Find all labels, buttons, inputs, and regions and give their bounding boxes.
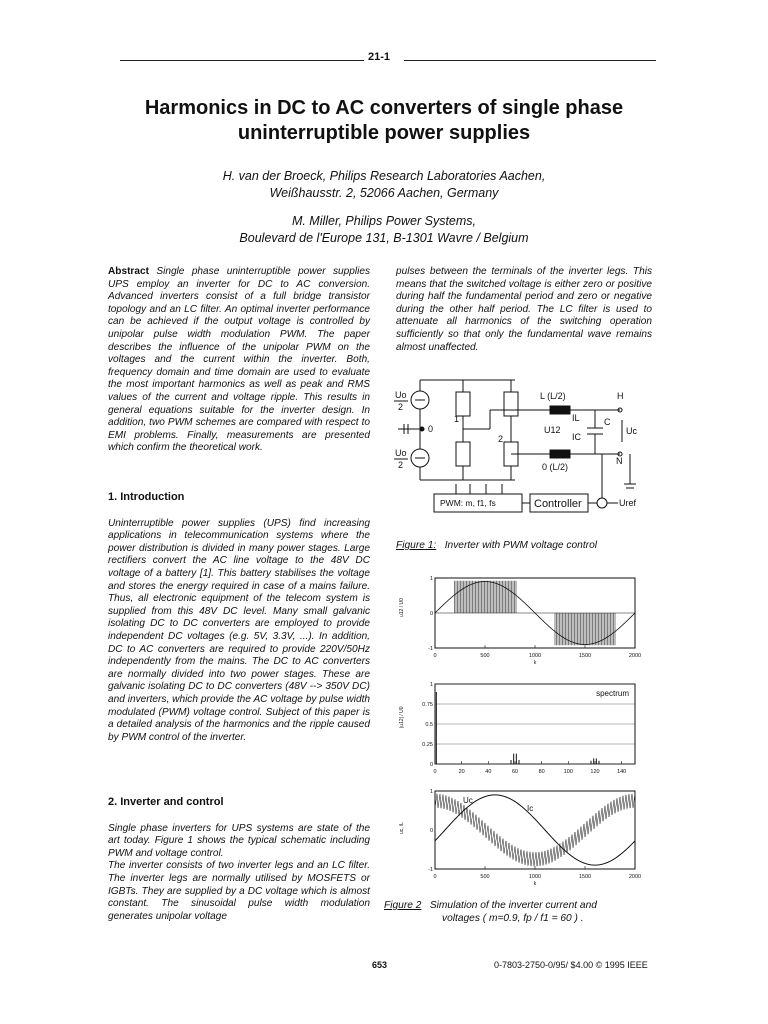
figure-2-caption	[384, 899, 660, 925]
y-axis-label: u12 / U0	[399, 598, 405, 617]
label-leg-1: 1	[454, 414, 460, 424]
figure-2-label: Figure 2	[384, 900, 422, 911]
label-ic: IC	[572, 432, 581, 442]
x-tick-label: 500	[480, 874, 490, 880]
author-2-name: M. Miller, Philips Power Systems,	[291, 214, 477, 228]
abstract-text: Single phase uninterruptible power supplies UPS employ an inverter for DC to AC conversion. Advanced inverters consist of a full bridge transistor topology and an LC filter. An optimal inverter performance can be achieved if the output voltage is controlled by unipolar pulse width modulation PWM. The paper describes the influence of the unipolar PWM on the voltages and the current within the inverter. Both, frequency domain and time domain are used to evaluate the most important harmonics as well as peak and RMS values of the current and voltage ripple. This results in general equations suitable for the inverter design. In addition, two PWM schemes are compared with respect to EMI problems. Finally, measurements are presented which confirm the theoretical work.	[108, 266, 370, 454]
x-tick-label: 80	[538, 769, 545, 775]
y-tick-label: 0	[429, 828, 433, 834]
x-tick-label: 1500	[578, 874, 592, 880]
x-tick-label: 0	[433, 769, 437, 775]
label-leg-2: 2	[498, 434, 504, 444]
uc-series-line	[435, 795, 635, 865]
x-tick-label: 2000	[628, 653, 642, 659]
y-tick-label: 1	[429, 682, 433, 688]
inductor-bottom	[550, 450, 570, 458]
x-tick-label: 60	[511, 769, 519, 775]
author-1-name: H. van der Broeck, Philips Research Laboratories Aachen,	[222, 169, 546, 183]
header-rule-right	[404, 60, 656, 61]
x-tick-label: 0	[433, 874, 437, 880]
x-tick-label: 20	[458, 769, 465, 775]
y-tick-label: 1	[429, 789, 433, 795]
label-two-a: 2	[398, 402, 404, 412]
label-two-b: 2	[398, 460, 404, 470]
author-2-address: Boulevard de l'Europe 131, B-1301 Wavre / Belgium	[239, 231, 529, 245]
label-controller: Controller	[534, 498, 582, 510]
x-tick-label: 2000	[628, 874, 642, 880]
x-tick-label: 100	[563, 769, 573, 775]
x-tick-label: 0	[433, 653, 437, 659]
label-il: IL	[572, 413, 580, 423]
figure-1-caption	[396, 539, 597, 552]
title-line-2: uninterruptible power supplies	[237, 122, 531, 144]
ic-series-label: Ic	[527, 804, 534, 813]
label-pwm: PWM: m, f1, fs	[440, 498, 496, 508]
label-uref: Uref	[619, 498, 637, 508]
label-uo-top: Uo	[395, 390, 407, 400]
x-tick-label: 1000	[528, 653, 542, 659]
label-c: C	[604, 417, 611, 427]
page-number: 653	[372, 960, 388, 970]
y-tick-label: 0.5	[425, 722, 433, 728]
x-tick-label: 500	[480, 653, 490, 659]
title-line-1: Harmonics in DC to AC converters of single phase	[144, 97, 624, 119]
x-tick-label: 40	[485, 769, 492, 775]
figure-2-caption-line-2: voltages ( m=0.9, fp / f1 = 60 ) .	[442, 913, 584, 924]
y-tick-label: -1	[428, 867, 433, 873]
inverter-section	[108, 796, 370, 923]
right-column-paragraph: pulses between the terminals of the inverter legs. This means that the switched voltage is either zero or positive during half the fundamental period and zero or negative during the other half period. The LC filter is used to attenuate all harmonics of the switching operation sufficiently so that only the fundamental wave remains almost unaffected.	[396, 266, 652, 353]
y-tick-label: 0.75	[422, 702, 433, 708]
inverter-text-2: The inverter consists of two inverter legs and an LC filter. The inverter legs are normally utilised by MOSFETS or IGBTs. They are supplied by a DC voltage which is almost constant. The sinusoidal pulse width modulation generates unipolar voltage	[108, 860, 370, 922]
label-zero: 0	[428, 424, 434, 434]
inductor-top	[550, 406, 570, 414]
chart-spectrum	[395, 680, 645, 780]
x-axis-label: k	[533, 881, 537, 885]
y-tick-label: 0	[429, 611, 433, 617]
y-axis-label: uc, iL	[399, 822, 405, 834]
paper-title	[60, 96, 708, 146]
figure-2-caption-line-1: Simulation of the inverter current and	[429, 900, 597, 911]
author-block-1	[60, 168, 708, 202]
chart-pwm-voltage	[395, 572, 645, 672]
x-tick-label: 1000	[528, 874, 542, 880]
y-tick-label: 0	[429, 762, 433, 768]
inverter-heading: 2. Inverter and control	[108, 796, 224, 808]
header-rule-left	[120, 60, 364, 61]
abstract-label: Abstract	[108, 266, 149, 277]
right-column-text	[396, 266, 652, 354]
label-h: H	[617, 391, 624, 401]
uc-series-label: Uc	[463, 796, 473, 805]
label-uo-bottom: Uo	[395, 448, 407, 458]
label-inductor-top: L (L/2)	[540, 391, 566, 401]
switch-leg1-bottom	[456, 442, 470, 466]
introduction-heading: 1. Introduction	[108, 491, 185, 503]
inverter-text-1: Single phase inverters for UPS systems are state of the art today. Figure 1 shows the typical schematic including PWM and voltage control.	[108, 822, 370, 859]
copyright-line: 0-7803-2750-0/95/ $4.00 © 1995 IEEE	[494, 960, 648, 970]
author-1-address: Weißhausstr. 2, 52066 Aachen, Germany	[269, 186, 499, 200]
introduction-text: Uninterruptible power supplies (UPS) find increasing applications in telecommunication systems where the power distribution is divided in many power stages. Large rectifiers convert the AC line voltage to the 48V DC voltage of a battery [1]. This battery stabilises the voltage and stores the energy required in case of a mains failure. Thus, all electronic equipment of the telecom system is supplied from this 48V DC level. Many small galvanic isolating DC to DC converters are employed to provide independent DC voltages (e.g. 5V, 3.3V, ...). In addition, DC to AC converters are required to provide 220V/50Hz independently from the mains. The DC to AC converters are normally divided into two power stages. These are galvanic isolating DC to DC converters (48V --> 350V DC) and inverters, which provide the AC voltage by pulse width modulated (PWM) voltage control. Subject of this paper is a detailed analysis of the harmonics and the ripple caused by PWM control of the inverter.	[108, 517, 370, 743]
y-axis-label: |u12| / U0	[399, 706, 405, 728]
abstract	[108, 266, 370, 455]
label-uc: Uc	[626, 426, 637, 436]
x-tick-label: 1500	[578, 653, 592, 659]
switch-leg1-top	[456, 392, 470, 416]
y-tick-label: 0.25	[422, 742, 433, 748]
x-tick-label: 140	[617, 769, 627, 775]
spectrum-title: spectrum	[596, 689, 629, 698]
page-code: 21-1	[368, 51, 391, 63]
y-tick-label: -1	[428, 646, 433, 652]
figure-1-schematic	[390, 372, 660, 520]
chart-current-voltage	[395, 785, 645, 885]
y-tick-label: 1	[429, 576, 433, 582]
x-axis-label: k	[533, 660, 537, 666]
label-inductor-bottom: 0 (L/2)	[542, 462, 569, 472]
introduction-section	[108, 491, 370, 744]
label-n: N	[616, 456, 623, 466]
x-tick-label: 120	[590, 769, 600, 775]
switch-leg2-top	[504, 392, 518, 416]
figure-1-caption-text: Inverter with PWM voltage control	[444, 540, 598, 551]
author-block-2	[60, 213, 708, 247]
label-u12: U12	[544, 425, 561, 435]
figure-1-label: Figure 1:	[396, 540, 437, 551]
